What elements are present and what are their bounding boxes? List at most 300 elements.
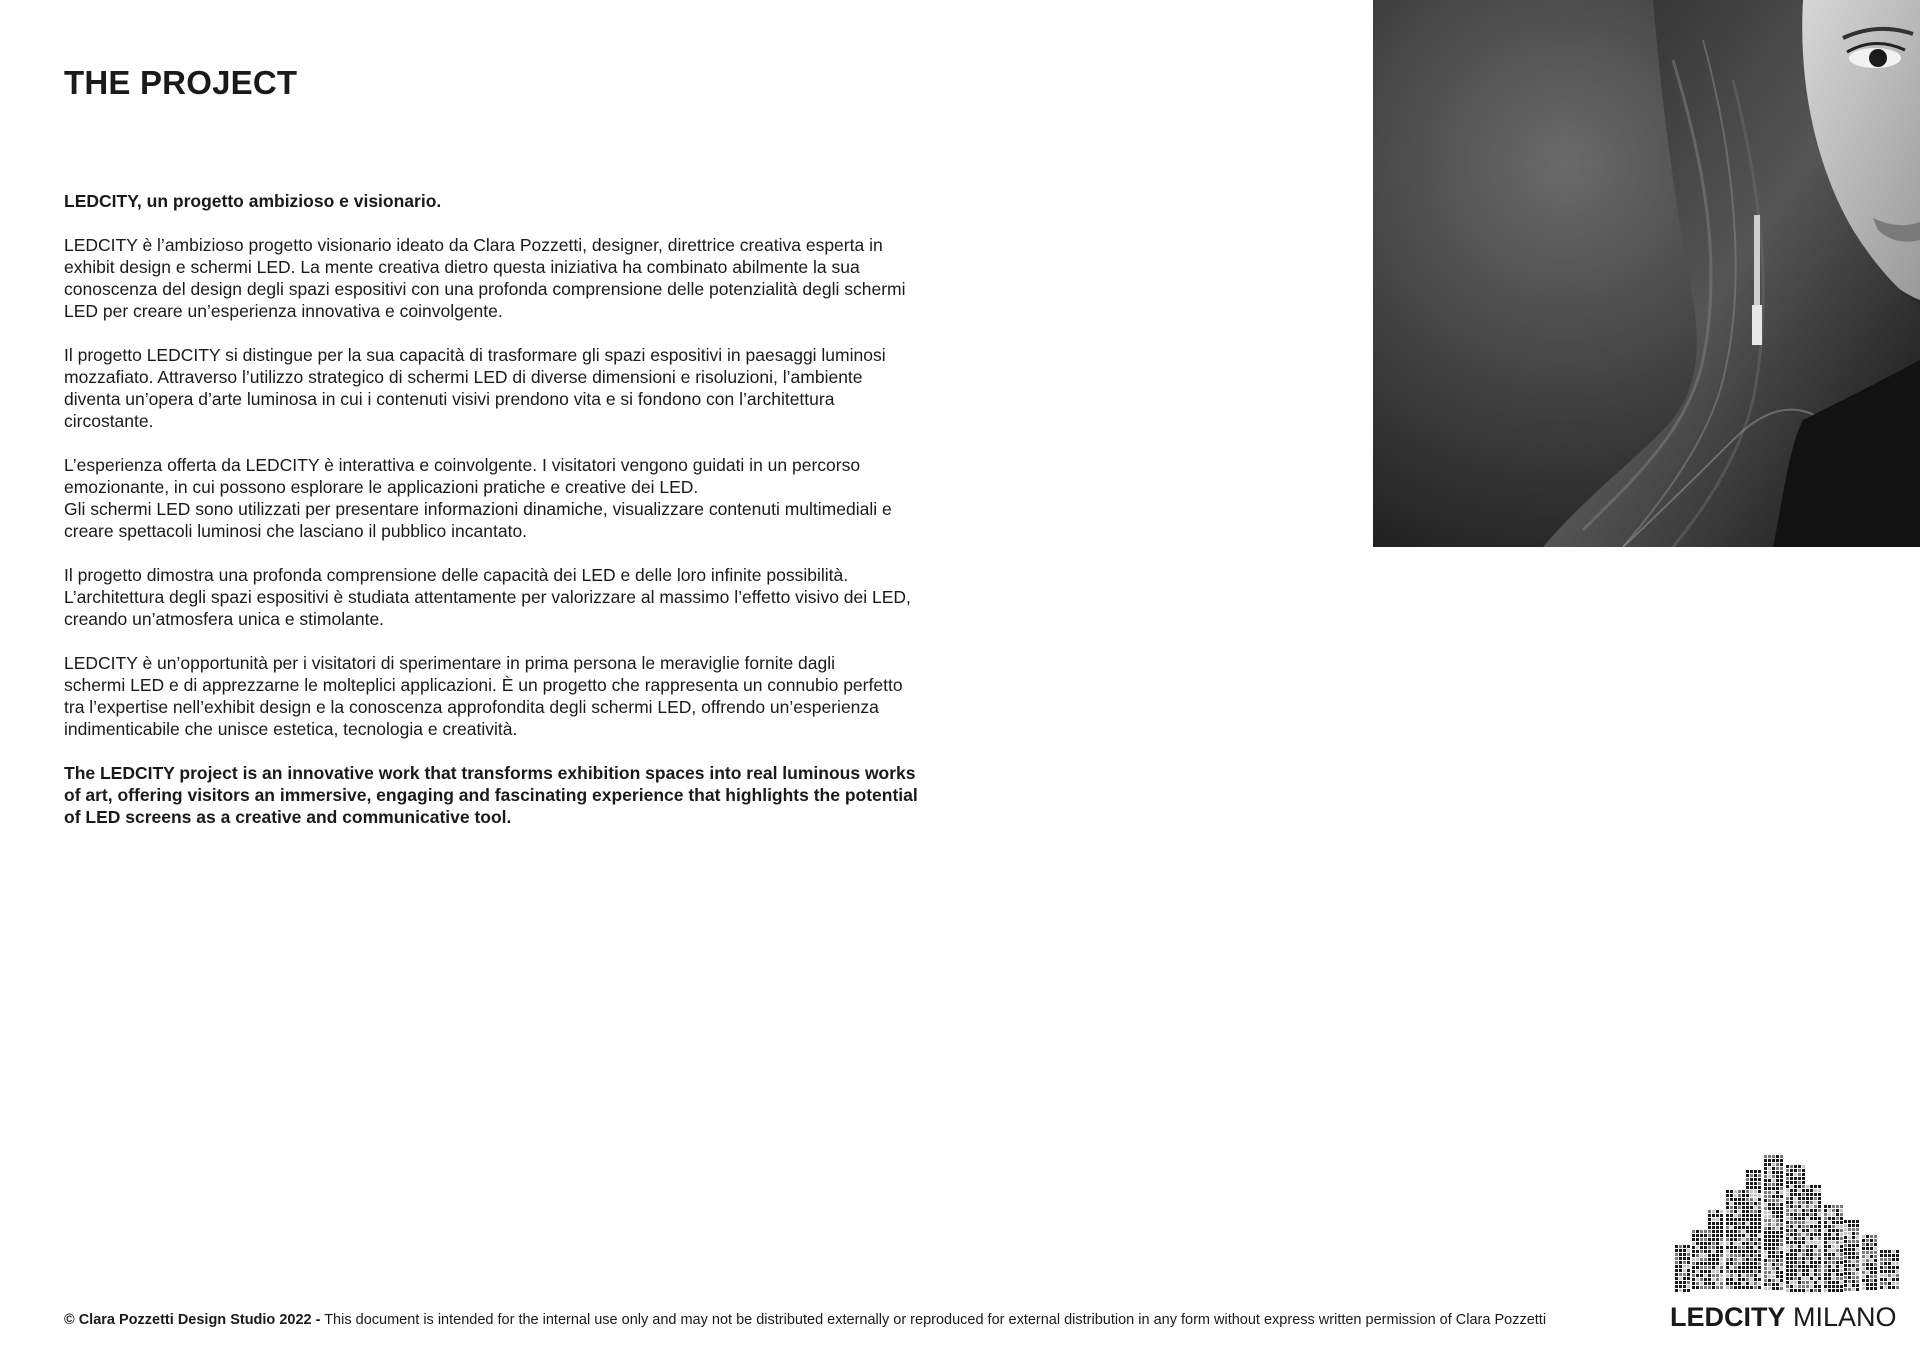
skyline-pixel bbox=[1836, 1269, 1839, 1272]
skyline-pixel bbox=[1832, 1209, 1835, 1212]
skyline-pixel bbox=[1746, 1222, 1749, 1225]
skyline-pixel bbox=[1704, 1262, 1707, 1265]
skyline-pixel bbox=[1758, 1182, 1761, 1185]
skyline-pixel bbox=[1772, 1167, 1775, 1170]
skyline-pixel bbox=[1712, 1242, 1715, 1245]
skyline-pixel bbox=[1776, 1199, 1779, 1202]
skyline-pixel bbox=[1750, 1266, 1753, 1269]
skyline-pixel bbox=[1758, 1202, 1761, 1205]
skyline-pixel bbox=[1712, 1270, 1715, 1273]
skyline-pixel bbox=[1726, 1238, 1729, 1241]
skyline-pixel bbox=[1754, 1234, 1757, 1237]
skyline-pixel bbox=[1758, 1230, 1761, 1233]
skyline-pixel bbox=[1810, 1257, 1813, 1260]
skyline-pixel bbox=[1896, 1258, 1899, 1261]
skyline-pixel bbox=[1790, 1229, 1793, 1232]
skyline-pixel bbox=[1726, 1230, 1729, 1233]
skyline-pixel bbox=[1772, 1235, 1775, 1238]
skyline-pixel bbox=[1824, 1277, 1827, 1280]
skyline-pixel bbox=[1798, 1225, 1801, 1228]
skyline-pixel bbox=[1786, 1253, 1789, 1256]
skyline-pixel bbox=[1692, 1254, 1695, 1257]
skyline-pixel bbox=[1683, 1265, 1686, 1268]
skyline-pixel bbox=[1764, 1191, 1767, 1194]
skyline-pixel bbox=[1764, 1215, 1767, 1218]
skyline-pixel bbox=[1832, 1273, 1835, 1276]
footer-disclaimer: This document is intended for the internal use only and may not be distributed externally or reproduced for external distribution in any form without express written permission of Clara Pozzetti bbox=[320, 1312, 1547, 1328]
skyline-pixel bbox=[1768, 1179, 1771, 1182]
skyline-pixel bbox=[1700, 1230, 1703, 1233]
skyline-pixel bbox=[1802, 1257, 1805, 1260]
skyline-pixel bbox=[1758, 1206, 1761, 1209]
skyline-pixel bbox=[1738, 1222, 1741, 1225]
skyline-pixel bbox=[1776, 1231, 1779, 1234]
skyline-pixel bbox=[1696, 1250, 1699, 1253]
skyline-pixel bbox=[1692, 1230, 1695, 1233]
skyline-pixel bbox=[1720, 1262, 1723, 1265]
skyline-pixel bbox=[1776, 1219, 1779, 1222]
skyline-pixel bbox=[1687, 1249, 1690, 1252]
skyline-pixel bbox=[1720, 1278, 1723, 1281]
skyline-pixel bbox=[1720, 1222, 1723, 1225]
skyline-pixel bbox=[1726, 1246, 1729, 1249]
skyline-pixel bbox=[1790, 1221, 1793, 1224]
skyline-pixel bbox=[1896, 1278, 1899, 1281]
skyline-pixel bbox=[1892, 1270, 1895, 1273]
skyline-pixel bbox=[1832, 1237, 1835, 1240]
skyline-pixel bbox=[1818, 1197, 1821, 1200]
page-title: THE PROJECT bbox=[64, 64, 298, 101]
skyline-pixel bbox=[1802, 1181, 1805, 1184]
skyline-pixel bbox=[1730, 1258, 1733, 1261]
logo-wordmark bbox=[1670, 1302, 1897, 1333]
skyline-pixel bbox=[1687, 1281, 1690, 1284]
skyline-pixel bbox=[1798, 1201, 1801, 1204]
skyline-pixel bbox=[1794, 1177, 1797, 1180]
skyline-pixel bbox=[1790, 1289, 1793, 1292]
skyline-pixel bbox=[1683, 1253, 1686, 1256]
skyline-pixel bbox=[1836, 1229, 1839, 1232]
skyline-pixel bbox=[1848, 1224, 1851, 1227]
skyline-pixel bbox=[1758, 1258, 1761, 1261]
skyline-pixel bbox=[1824, 1221, 1827, 1224]
skyline-pixel bbox=[1856, 1220, 1859, 1223]
skyline-pixel bbox=[1814, 1241, 1817, 1244]
skyline-pixel bbox=[1814, 1281, 1817, 1284]
skyline-pixel bbox=[1798, 1245, 1801, 1248]
skyline-pixel bbox=[1712, 1282, 1715, 1285]
skyline-pixel bbox=[1828, 1225, 1831, 1228]
skyline-pixel bbox=[1856, 1236, 1859, 1239]
skyline-pixel bbox=[1780, 1283, 1783, 1286]
skyline-pixel bbox=[1802, 1285, 1805, 1288]
skyline-pixel bbox=[1750, 1170, 1753, 1173]
skyline-pixel bbox=[1852, 1220, 1855, 1223]
skyline-pixel bbox=[1790, 1249, 1793, 1252]
skyline-pixel bbox=[1708, 1214, 1711, 1217]
skyline-pixel bbox=[1772, 1259, 1775, 1262]
skyline-pixel bbox=[1712, 1214, 1715, 1217]
skyline-pixel bbox=[1776, 1155, 1779, 1158]
skyline-pixel bbox=[1764, 1275, 1767, 1278]
skyline-pixel bbox=[1776, 1251, 1779, 1254]
skyline-pixel bbox=[1730, 1270, 1733, 1273]
skyline-pixel bbox=[1836, 1213, 1839, 1216]
skyline-pixel bbox=[1726, 1270, 1729, 1273]
skyline-pixel bbox=[1738, 1254, 1741, 1257]
skyline-pixel bbox=[1708, 1242, 1711, 1245]
skyline-pixel bbox=[1798, 1217, 1801, 1220]
skyline-pixel bbox=[1742, 1234, 1745, 1237]
skyline-pixel bbox=[1832, 1245, 1835, 1248]
skyline-pixel bbox=[1768, 1223, 1771, 1226]
skyline-pixel bbox=[1798, 1229, 1801, 1232]
skyline-pixel bbox=[1818, 1245, 1821, 1248]
skyline-pixel bbox=[1675, 1269, 1678, 1272]
skyline-pixel bbox=[1840, 1289, 1843, 1292]
skyline-pixel bbox=[1679, 1245, 1682, 1248]
skyline-pixel bbox=[1738, 1218, 1741, 1221]
skyline-pixel bbox=[1798, 1165, 1801, 1168]
skyline-pixel bbox=[1780, 1203, 1783, 1206]
skyline-pixel bbox=[1764, 1195, 1767, 1198]
skyline-pixel bbox=[1700, 1238, 1703, 1241]
skyline-pixel bbox=[1856, 1224, 1859, 1227]
skyline-pixel bbox=[1768, 1255, 1771, 1258]
skyline-pixel bbox=[1708, 1254, 1711, 1257]
skyline-pixel bbox=[1810, 1261, 1813, 1264]
skyline-pixel bbox=[1806, 1213, 1809, 1216]
skyline-pixel bbox=[1786, 1205, 1789, 1208]
skyline-pixel bbox=[1750, 1178, 1753, 1181]
skyline-pixel bbox=[1786, 1169, 1789, 1172]
skyline-pixel bbox=[1818, 1237, 1821, 1240]
skyline-pixel bbox=[1683, 1285, 1686, 1288]
skyline-pixel bbox=[1712, 1254, 1715, 1257]
skyline-pixel bbox=[1675, 1277, 1678, 1280]
skyline-pixel bbox=[1810, 1225, 1813, 1228]
skyline-pixel bbox=[1696, 1286, 1699, 1289]
skyline-pixel bbox=[1734, 1274, 1737, 1277]
skyline-pixel bbox=[1687, 1261, 1690, 1264]
skyline-pixel bbox=[1683, 1277, 1686, 1280]
skyline-pixel bbox=[1828, 1257, 1831, 1260]
skyline-pixel bbox=[1758, 1242, 1761, 1245]
skyline-pixel bbox=[1832, 1213, 1835, 1216]
skyline-pixel bbox=[1870, 1255, 1873, 1258]
skyline-pixel bbox=[1848, 1236, 1851, 1239]
skyline-pixel bbox=[1814, 1221, 1817, 1224]
skyline-pixel bbox=[1716, 1226, 1719, 1229]
skyline-pixel bbox=[1866, 1275, 1869, 1278]
skyline-pixel bbox=[1814, 1233, 1817, 1236]
skyline-pixel bbox=[1750, 1274, 1753, 1277]
skyline-pixel bbox=[1768, 1183, 1771, 1186]
skyline-pixel bbox=[1836, 1217, 1839, 1220]
skyline-pixel bbox=[1832, 1289, 1835, 1292]
skyline-pixel bbox=[1874, 1271, 1877, 1274]
skyline-pixel bbox=[1832, 1217, 1835, 1220]
skyline-pixel bbox=[1692, 1278, 1695, 1281]
skyline-pixel bbox=[1884, 1254, 1887, 1257]
skyline-pixel bbox=[1772, 1255, 1775, 1258]
skyline-pixel bbox=[1687, 1277, 1690, 1280]
skyline-pixel bbox=[1704, 1246, 1707, 1249]
skyline-pixel bbox=[1758, 1194, 1761, 1197]
skyline-pixel bbox=[1824, 1253, 1827, 1256]
skyline-pixel bbox=[1746, 1266, 1749, 1269]
skyline-pixel bbox=[1726, 1190, 1729, 1193]
skyline-pixel bbox=[1772, 1187, 1775, 1190]
skyline-pixel bbox=[1754, 1226, 1757, 1229]
skyline-pixel bbox=[1764, 1235, 1767, 1238]
skyline-pixel bbox=[1802, 1209, 1805, 1212]
skyline-pixel bbox=[1696, 1234, 1699, 1237]
skyline-pixel bbox=[1692, 1250, 1695, 1253]
skyline-pixel bbox=[1836, 1225, 1839, 1228]
skyline-pixel bbox=[1704, 1286, 1707, 1289]
skyline-pixel bbox=[1742, 1222, 1745, 1225]
skyline-pixel bbox=[1790, 1193, 1793, 1196]
skyline-pixel bbox=[1764, 1259, 1767, 1262]
skyline-pixel bbox=[1824, 1241, 1827, 1244]
skyline-pixel bbox=[1844, 1284, 1847, 1287]
skyline-pixel bbox=[1818, 1201, 1821, 1204]
skyline-pixel bbox=[1758, 1214, 1761, 1217]
skyline-pixel bbox=[1772, 1171, 1775, 1174]
skyline-pixel bbox=[1764, 1243, 1767, 1246]
skyline-pixel bbox=[1746, 1278, 1749, 1281]
skyline-pixel bbox=[1734, 1254, 1737, 1257]
skyline-pixel bbox=[1798, 1241, 1801, 1244]
skyline-pixel bbox=[1764, 1279, 1767, 1282]
skyline-pixel bbox=[1768, 1235, 1771, 1238]
skyline-pixel bbox=[1768, 1207, 1771, 1210]
skyline-pixel bbox=[1794, 1221, 1797, 1224]
skyline-pixel bbox=[1844, 1256, 1847, 1259]
skyline-pixel bbox=[1720, 1210, 1723, 1213]
skyline-pixel bbox=[1786, 1257, 1789, 1260]
skyline-pixel bbox=[1786, 1201, 1789, 1204]
skyline-pixel bbox=[1874, 1251, 1877, 1254]
skyline-pixel bbox=[1818, 1241, 1821, 1244]
skyline-pixel bbox=[1798, 1289, 1801, 1292]
skyline-pixel bbox=[1683, 1261, 1686, 1264]
skyline-pixel bbox=[1802, 1221, 1805, 1224]
skyline-pixel bbox=[1700, 1286, 1703, 1289]
skyline-pixel bbox=[1726, 1274, 1729, 1277]
skyline-pixel bbox=[1750, 1238, 1753, 1241]
skyline-pixel bbox=[1679, 1261, 1682, 1264]
skyline-pixel bbox=[1844, 1276, 1847, 1279]
skyline-pixel bbox=[1730, 1218, 1733, 1221]
skyline-pixel bbox=[1806, 1277, 1809, 1280]
skyline-pixel bbox=[1798, 1233, 1801, 1236]
skyline-pixel bbox=[1687, 1257, 1690, 1260]
skyline-pixel bbox=[1880, 1274, 1883, 1277]
skyline-pixel bbox=[1716, 1278, 1719, 1281]
skyline-pixel bbox=[1764, 1255, 1767, 1258]
skyline-pixel bbox=[1884, 1282, 1887, 1285]
skyline-pixel bbox=[1754, 1250, 1757, 1253]
skyline-pixel bbox=[1758, 1198, 1761, 1201]
skyline-pixel bbox=[1758, 1174, 1761, 1177]
skyline-pixel bbox=[1786, 1281, 1789, 1284]
skyline-pixel bbox=[1738, 1202, 1741, 1205]
skyline-pixel bbox=[1704, 1242, 1707, 1245]
skyline-pixel bbox=[1738, 1262, 1741, 1265]
skyline-pixel bbox=[1750, 1226, 1753, 1229]
skyline-pixel bbox=[1750, 1286, 1753, 1289]
skyline-pixel bbox=[1790, 1261, 1793, 1264]
skyline-pixel bbox=[1720, 1266, 1723, 1269]
skyline-pixel bbox=[1798, 1285, 1801, 1288]
skyline-pixel bbox=[1794, 1265, 1797, 1268]
skyline-pixel bbox=[1806, 1205, 1809, 1208]
skyline-pixel bbox=[1844, 1248, 1847, 1251]
skyline-pixel bbox=[1776, 1175, 1779, 1178]
skyline-pixel bbox=[1780, 1191, 1783, 1194]
skyline-pixel bbox=[1810, 1281, 1813, 1284]
skyline-pixel bbox=[1790, 1197, 1793, 1200]
skyline-pixel bbox=[1750, 1198, 1753, 1201]
skyline-pixel bbox=[1730, 1198, 1733, 1201]
skyline-pixel bbox=[1708, 1226, 1711, 1229]
skyline-pixel bbox=[1874, 1255, 1877, 1258]
skyline-pixel bbox=[1806, 1289, 1809, 1292]
skyline-pixel bbox=[1700, 1254, 1703, 1257]
skyline-pixel bbox=[1802, 1249, 1805, 1252]
skyline-pixel bbox=[1806, 1189, 1809, 1192]
skyline-pixel bbox=[1806, 1269, 1809, 1272]
skyline-pixel bbox=[1700, 1278, 1703, 1281]
skyline-pixel bbox=[1818, 1193, 1821, 1196]
skyline-pixel bbox=[1840, 1261, 1843, 1264]
skyline-pixel bbox=[1888, 1274, 1891, 1277]
skyline-pixel bbox=[1870, 1287, 1873, 1290]
skyline-pixel bbox=[1738, 1234, 1741, 1237]
skyline-pixel bbox=[1720, 1286, 1723, 1289]
skyline-pixel bbox=[1832, 1277, 1835, 1280]
skyline-pixel bbox=[1772, 1175, 1775, 1178]
skyline-pixel bbox=[1880, 1250, 1883, 1253]
skyline-pixel bbox=[1794, 1213, 1797, 1216]
skyline-pixel bbox=[1687, 1285, 1690, 1288]
skyline-pixel bbox=[1848, 1220, 1851, 1223]
skyline-pixel bbox=[1844, 1228, 1847, 1231]
skyline-pixel bbox=[1776, 1263, 1779, 1266]
skyline-pixel bbox=[1818, 1269, 1821, 1272]
skyline-pixel bbox=[1824, 1237, 1827, 1240]
skyline-pixel bbox=[1814, 1257, 1817, 1260]
skyline-pixel bbox=[1750, 1242, 1753, 1245]
skyline-pixel bbox=[1742, 1202, 1745, 1205]
skyline-pixel bbox=[1687, 1253, 1690, 1256]
skyline-pixel bbox=[1874, 1259, 1877, 1262]
skyline-pixel bbox=[1832, 1225, 1835, 1228]
skyline-pixel bbox=[1884, 1250, 1887, 1253]
skyline-pixel bbox=[1802, 1201, 1805, 1204]
skyline-pixel bbox=[1824, 1225, 1827, 1228]
skyline-pixel bbox=[1810, 1245, 1813, 1248]
skyline-pixel bbox=[1730, 1274, 1733, 1277]
skyline-pixel bbox=[1764, 1203, 1767, 1206]
skyline-pixel bbox=[1712, 1230, 1715, 1233]
skyline-pixel bbox=[1810, 1209, 1813, 1212]
skyline-pixel bbox=[1776, 1247, 1779, 1250]
skyline-pixel bbox=[1764, 1183, 1767, 1186]
skyline-pixel bbox=[1852, 1260, 1855, 1263]
skyline-pixel bbox=[1742, 1226, 1745, 1229]
skyline-pixel bbox=[1780, 1271, 1783, 1274]
skyline-pixel bbox=[1790, 1253, 1793, 1256]
skyline-pixel bbox=[1734, 1270, 1737, 1273]
skyline-pixel bbox=[1754, 1262, 1757, 1265]
skyline-pixel bbox=[1716, 1210, 1719, 1213]
skyline-pixel bbox=[1712, 1258, 1715, 1261]
skyline-pixel bbox=[1730, 1286, 1733, 1289]
skyline-pixel bbox=[1726, 1254, 1729, 1257]
skyline-pixel bbox=[1840, 1237, 1843, 1240]
skyline-pixel bbox=[1840, 1281, 1843, 1284]
skyline-pixel bbox=[1874, 1287, 1877, 1290]
skyline-pixel bbox=[1696, 1270, 1699, 1273]
skyline-pixel bbox=[1802, 1261, 1805, 1264]
skyline-pixel bbox=[1772, 1279, 1775, 1282]
skyline-pixel bbox=[1750, 1270, 1753, 1273]
skyline-pixel bbox=[1742, 1190, 1745, 1193]
skyline-pixel bbox=[1856, 1284, 1859, 1287]
skyline-pixel bbox=[1798, 1205, 1801, 1208]
skyline-pixel bbox=[1742, 1262, 1745, 1265]
skyline-pixel bbox=[1824, 1213, 1827, 1216]
skyline-pixel bbox=[1692, 1270, 1695, 1273]
skyline-pixel bbox=[1675, 1289, 1678, 1292]
skyline-pixel bbox=[1704, 1230, 1707, 1233]
skyline-pixel bbox=[1726, 1234, 1729, 1237]
skyline-pixel bbox=[1832, 1285, 1835, 1288]
skyline-pixel bbox=[1692, 1258, 1695, 1261]
skyline-pixel bbox=[1852, 1264, 1855, 1267]
skyline-pixel bbox=[1840, 1209, 1843, 1212]
skyline-pixel bbox=[1726, 1278, 1729, 1281]
skyline-pixel bbox=[1844, 1236, 1847, 1239]
skyline-pixel bbox=[1772, 1227, 1775, 1230]
skyline-pixel bbox=[1712, 1222, 1715, 1225]
skyline-pixel bbox=[1750, 1246, 1753, 1249]
skyline-pixel bbox=[1738, 1230, 1741, 1233]
skyline-pixel bbox=[1754, 1194, 1757, 1197]
skyline-pixel bbox=[1758, 1238, 1761, 1241]
skyline-pixel bbox=[1780, 1275, 1783, 1278]
skyline-pixel bbox=[1780, 1263, 1783, 1266]
skyline-pixel bbox=[1776, 1239, 1779, 1242]
skyline-pixel bbox=[1716, 1286, 1719, 1289]
skyline-pixel bbox=[1836, 1281, 1839, 1284]
skyline-pixel bbox=[1790, 1277, 1793, 1280]
skyline-pixel bbox=[1880, 1282, 1883, 1285]
skyline-pixel bbox=[1870, 1279, 1873, 1282]
skyline-pixel bbox=[1870, 1259, 1873, 1262]
skyline-pixel bbox=[1818, 1261, 1821, 1264]
skyline-pixel bbox=[1746, 1250, 1749, 1253]
skyline-pixel bbox=[1874, 1279, 1877, 1282]
skyline-pixel bbox=[1806, 1193, 1809, 1196]
skyline-pixel bbox=[1888, 1278, 1891, 1281]
skyline-pixel bbox=[1742, 1270, 1745, 1273]
skyline-pixel bbox=[1802, 1193, 1805, 1196]
skyline-pixel bbox=[1708, 1238, 1711, 1241]
